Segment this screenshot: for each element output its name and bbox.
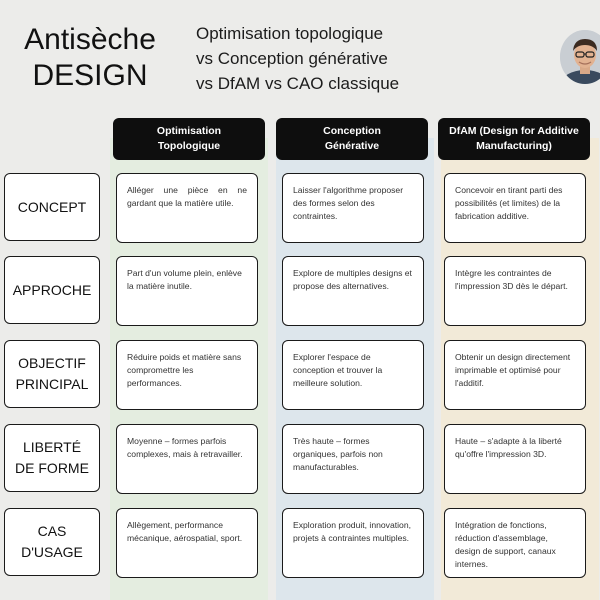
column-header-dfam [438, 118, 590, 160]
column-header-generative [276, 118, 428, 160]
row-label-approche [4, 256, 100, 324]
cell-concept-dfam: Concevoir en tirant parti des possibilités (et limites) de la fabrication additive. [444, 173, 586, 243]
cell-liberte-generative: Très haute – formes organiques, parfois non manufacturables. [282, 424, 424, 494]
cell-concept-generative: Laisser l'algorithme proposer des formes selon des contraintes. [282, 173, 424, 243]
subtitle-line-1: Optimisation topologique [196, 24, 384, 43]
cell-cas-dfam: Intégration de fonctions, réduction d'assemblage, design de support, canaux internes. [444, 508, 586, 578]
column-header-line-1: Conception [323, 125, 381, 137]
row-label-line-1: OBJECTIF [18, 355, 86, 371]
row-label-line-1: APPROCHE [12, 281, 92, 298]
person-photo-icon [560, 30, 600, 84]
row-label-liberte-de-forme [4, 424, 100, 492]
cell-approche-generative: Explore de multiples designs et propose des alternatives. [282, 256, 424, 326]
cell-cas-topologique: Allègement, performance mécanique, aérospatial, sport. [116, 508, 258, 578]
row-label-line-2: D'USAGE [21, 544, 83, 560]
cell-liberte-dfam: Haute – s'adapte à la liberté qu'offre l'impression 3D. [444, 424, 586, 494]
cell-approche-dfam: Intègre les contraintes de l'impression 3D dès le départ. [444, 256, 586, 326]
row-label-cas-d-usage [4, 508, 100, 576]
column-header-line-2: Générative [324, 140, 380, 152]
row-label-line-2: PRINCIPAL [15, 376, 89, 392]
title-line-2: DESIGN [32, 59, 148, 92]
row-label-line-1: CONCEPT [17, 198, 87, 215]
column-header-line-2: Topologique [157, 140, 221, 152]
row-label-line-2: DE FORME [15, 460, 89, 476]
cell-objectif-topologique: Réduire poids et matière sans compromettre les performances. [116, 340, 258, 410]
subtitle [196, 21, 496, 96]
column-header-line-2: Manufacturing) [476, 140, 552, 152]
cell-cas-generative: Exploration produit, innovation, projets à contraintes multiples. [282, 508, 424, 578]
row-label-line-1: CAS [37, 523, 67, 539]
column-header-topologique [113, 118, 265, 160]
title-line-1: Antisèche [24, 23, 156, 56]
cell-objectif-dfam: Obtenir un design directement imprimable et optimisé pour l'additif. [444, 340, 586, 410]
subtitle-line-2: vs Conception générative [196, 49, 388, 68]
row-label-line-1: LIBERTÉ [22, 439, 82, 455]
row-label-objectif-principal [4, 340, 100, 408]
column-header-line-1: DfAM (Design for Additive [449, 125, 579, 137]
cell-objectif-generative: Explorer l'espace de conception et trouver la meilleure solution. [282, 340, 424, 410]
page-title [10, 22, 170, 94]
author-avatar [560, 30, 600, 84]
cell-liberte-topologique: Moyenne – formes parfois complexes, mais à retravailler. [116, 424, 258, 494]
cell-approche-topologique: Part d'un volume plein, enlève la matière inutile. [116, 256, 258, 326]
column-header-line-1: Optimisation [156, 125, 222, 137]
subtitle-line-3: vs DfAM vs CAO classique [196, 74, 400, 93]
cell-concept-topologique: Alléger une pièce en ne gardant que la matière utile. [116, 173, 258, 243]
row-label-concept [4, 173, 100, 241]
